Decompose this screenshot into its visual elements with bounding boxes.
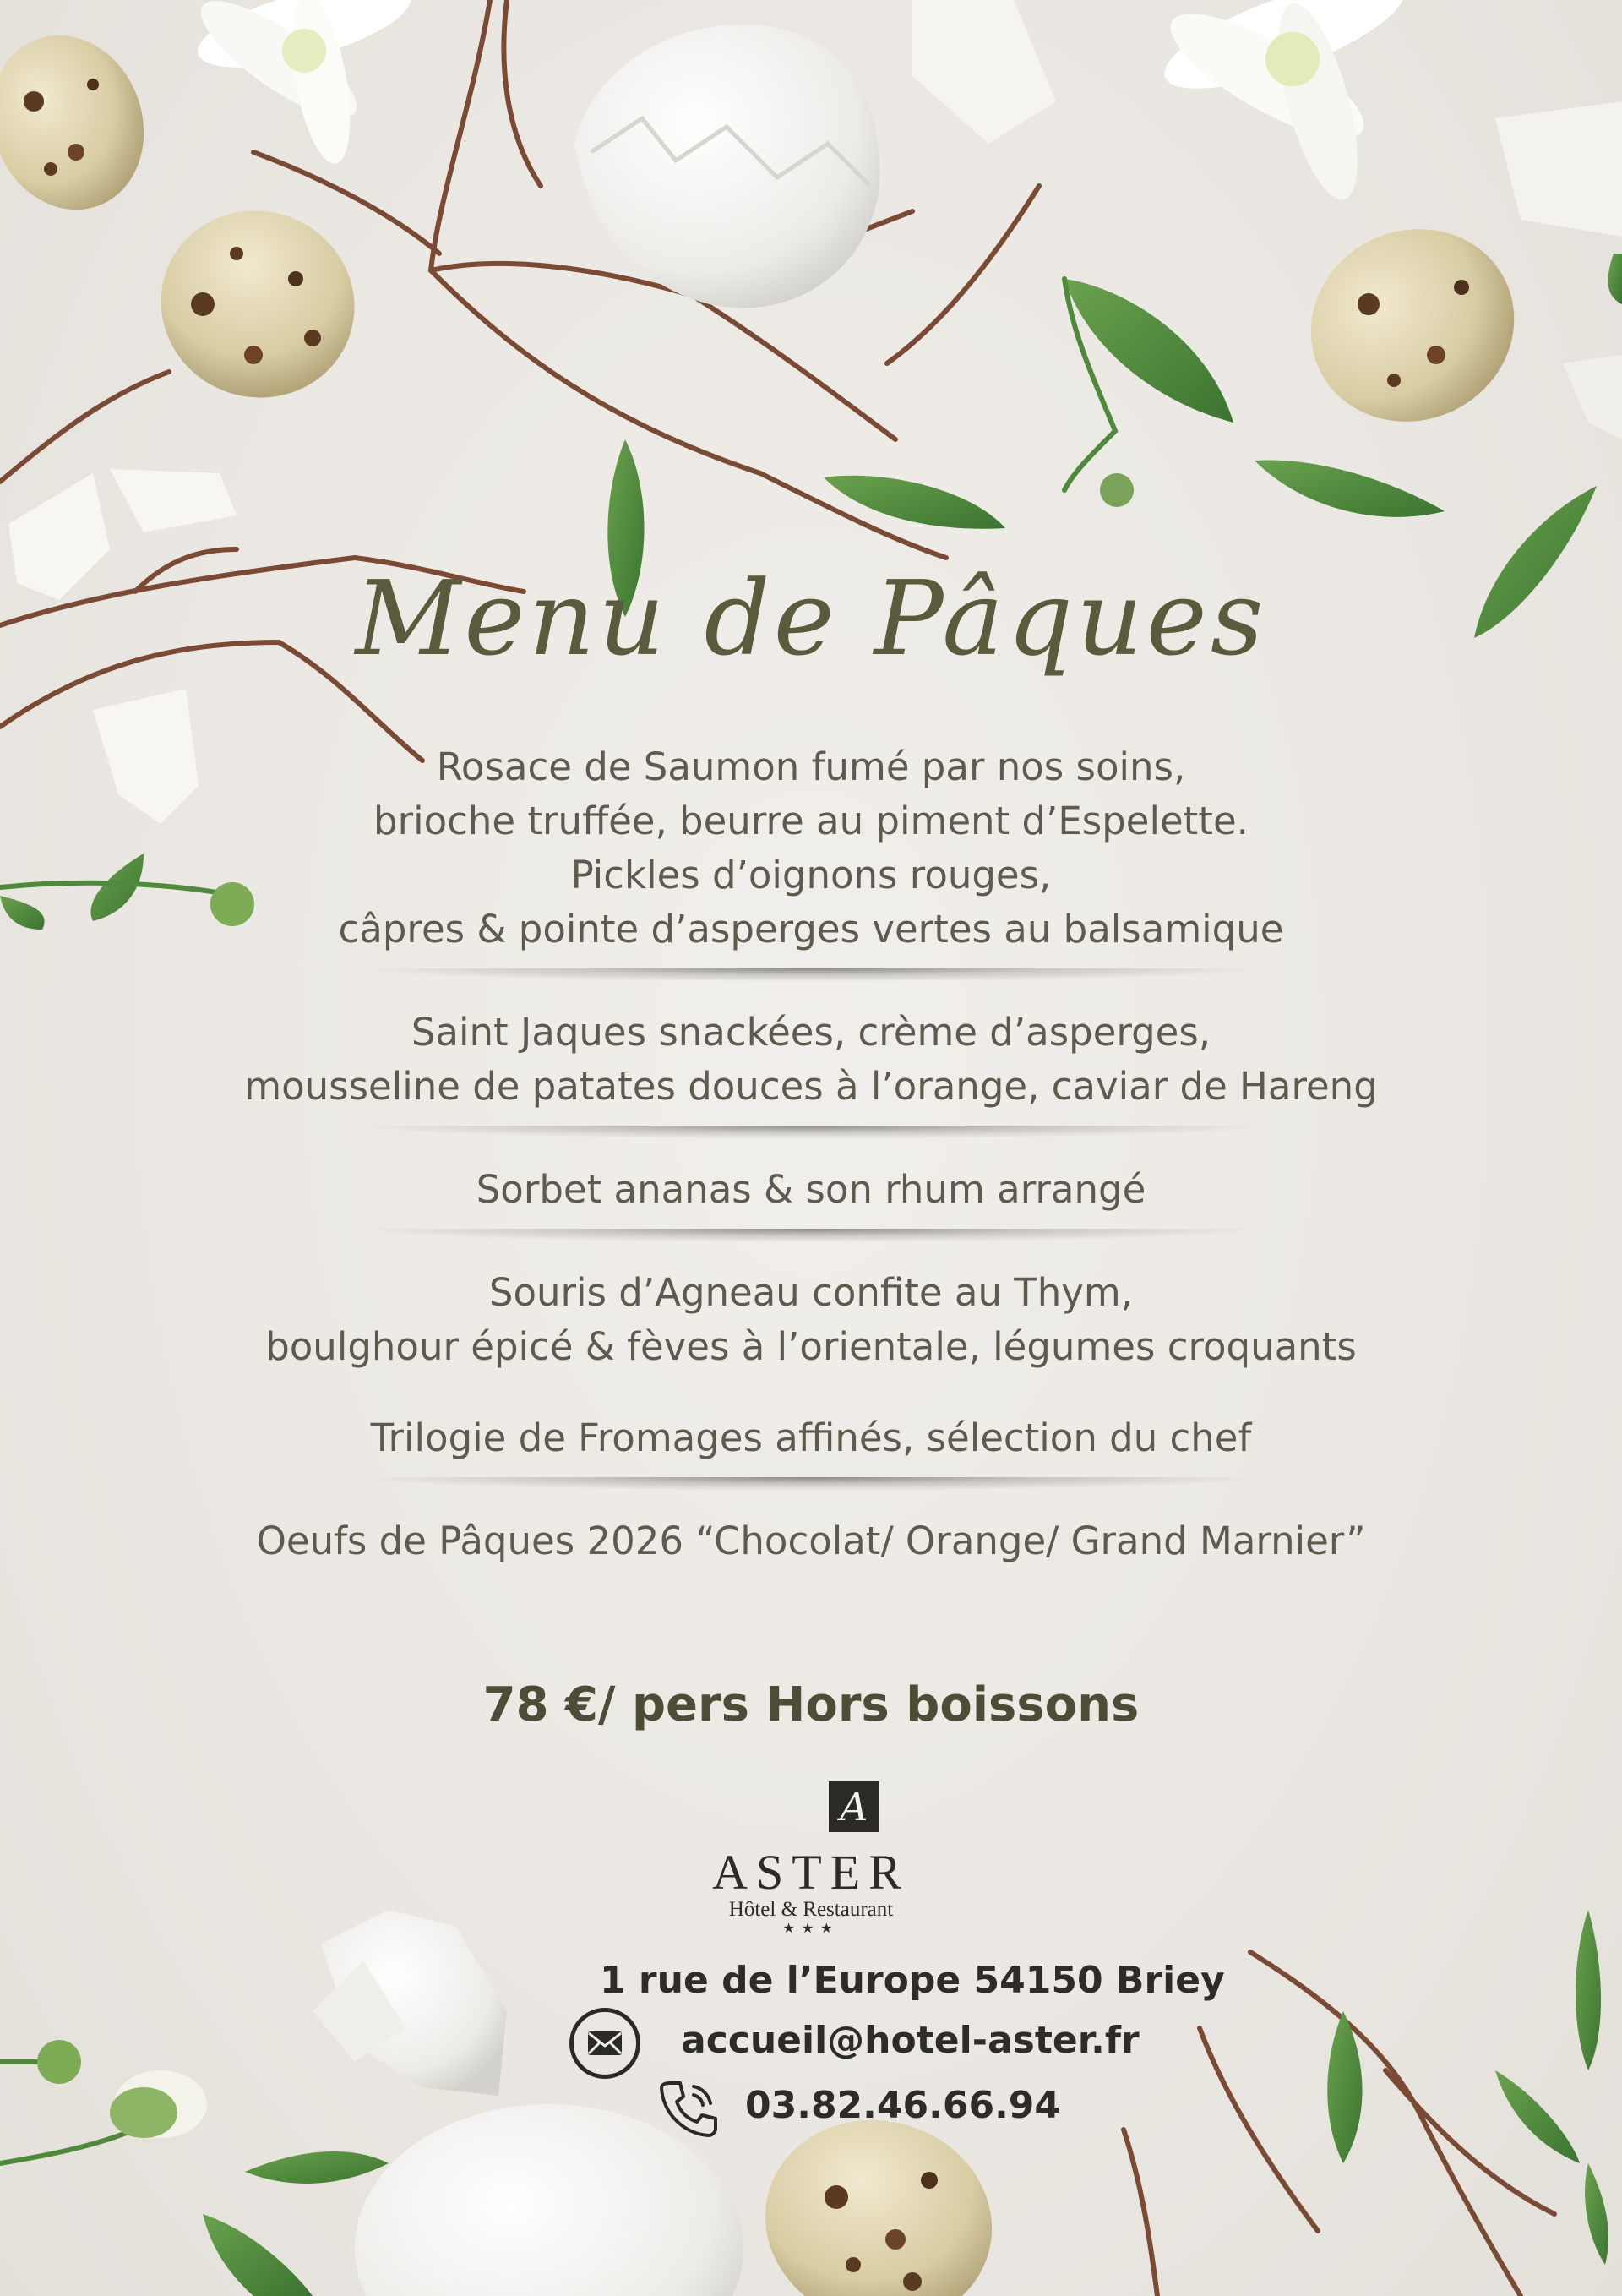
menu-courses <box>0 740 1622 1568</box>
course-divider <box>355 1477 1267 1491</box>
course-divider <box>355 968 1267 982</box>
course-line: câpres & pointe d’asperges vertes au balsamique <box>338 907 1284 952</box>
course-line: boulghour épicé & fèves à l’orientale, légumes croquants <box>265 1324 1357 1369</box>
course-line: Rosace de Saumon fumé par nos soins, <box>436 744 1186 789</box>
quail-egg-top-right <box>1279 196 1546 455</box>
course-cheese <box>0 1411 1622 1465</box>
course-line: Sorbet ananas & son rhum arrangé <box>476 1167 1146 1212</box>
broken-eggshell-bottom <box>313 1910 507 2096</box>
white-flower-top-right <box>1153 0 1416 207</box>
course-divider <box>355 1126 1267 1139</box>
course-line: mousseline de patates douces à l’orange, caviar de Hareng <box>244 1064 1378 1109</box>
aster-logo-icon: A <box>829 1781 879 1832</box>
course-main <box>0 1266 1622 1374</box>
course-divider <box>355 1229 1267 1242</box>
course-line: Saint Jaques snackées, crème d’asperges, <box>411 1010 1211 1055</box>
phone-icon <box>655 2075 722 2142</box>
course-line: Pickles d’oignons rouges, <box>570 853 1052 897</box>
logo-subtitle: Hôtel & Restaurant <box>728 1898 894 1921</box>
flower-bud-bottom-left <box>37 2040 207 2138</box>
course-fish <box>0 1006 1622 1114</box>
course-line: Oeufs de Pâques 2026 “Chocolat/ Orange/ Grand Marnier” <box>256 1519 1366 1563</box>
course-spacer <box>0 1374 1622 1411</box>
email-link[interactable]: accueil@hotel-aster.fr <box>681 2019 1140 2062</box>
flower-bud-top <box>1100 473 1134 507</box>
logo-stars: ★★★ <box>782 1920 840 1936</box>
course-line: Trilogie de Fromages affinés, sélection du chef <box>370 1415 1252 1460</box>
menu-title: Menu de Pâques <box>355 559 1267 679</box>
menu-price: 78 €/ pers Hors boissons <box>482 1677 1140 1732</box>
course-dessert <box>0 1514 1622 1568</box>
course-sorbet <box>0 1163 1622 1217</box>
logo-name: ASTER <box>712 1845 910 1900</box>
course-line: brioche truffée, beurre au piment d’Espelette. <box>373 799 1249 843</box>
quail-egg-top-left-2 <box>134 183 380 424</box>
phone-link[interactable]: 03.82.46.66.94 <box>745 2084 1061 2127</box>
course-line: Souris d’Agneau confite au Thym, <box>488 1270 1134 1315</box>
envelope-icon <box>569 2008 640 2079</box>
address-text: 1 rue de l’Europe 54150 Briey <box>600 1959 1225 2002</box>
course-starter <box>0 740 1622 957</box>
quail-egg-top-left <box>0 14 168 232</box>
white-flower-top-left <box>186 0 418 168</box>
